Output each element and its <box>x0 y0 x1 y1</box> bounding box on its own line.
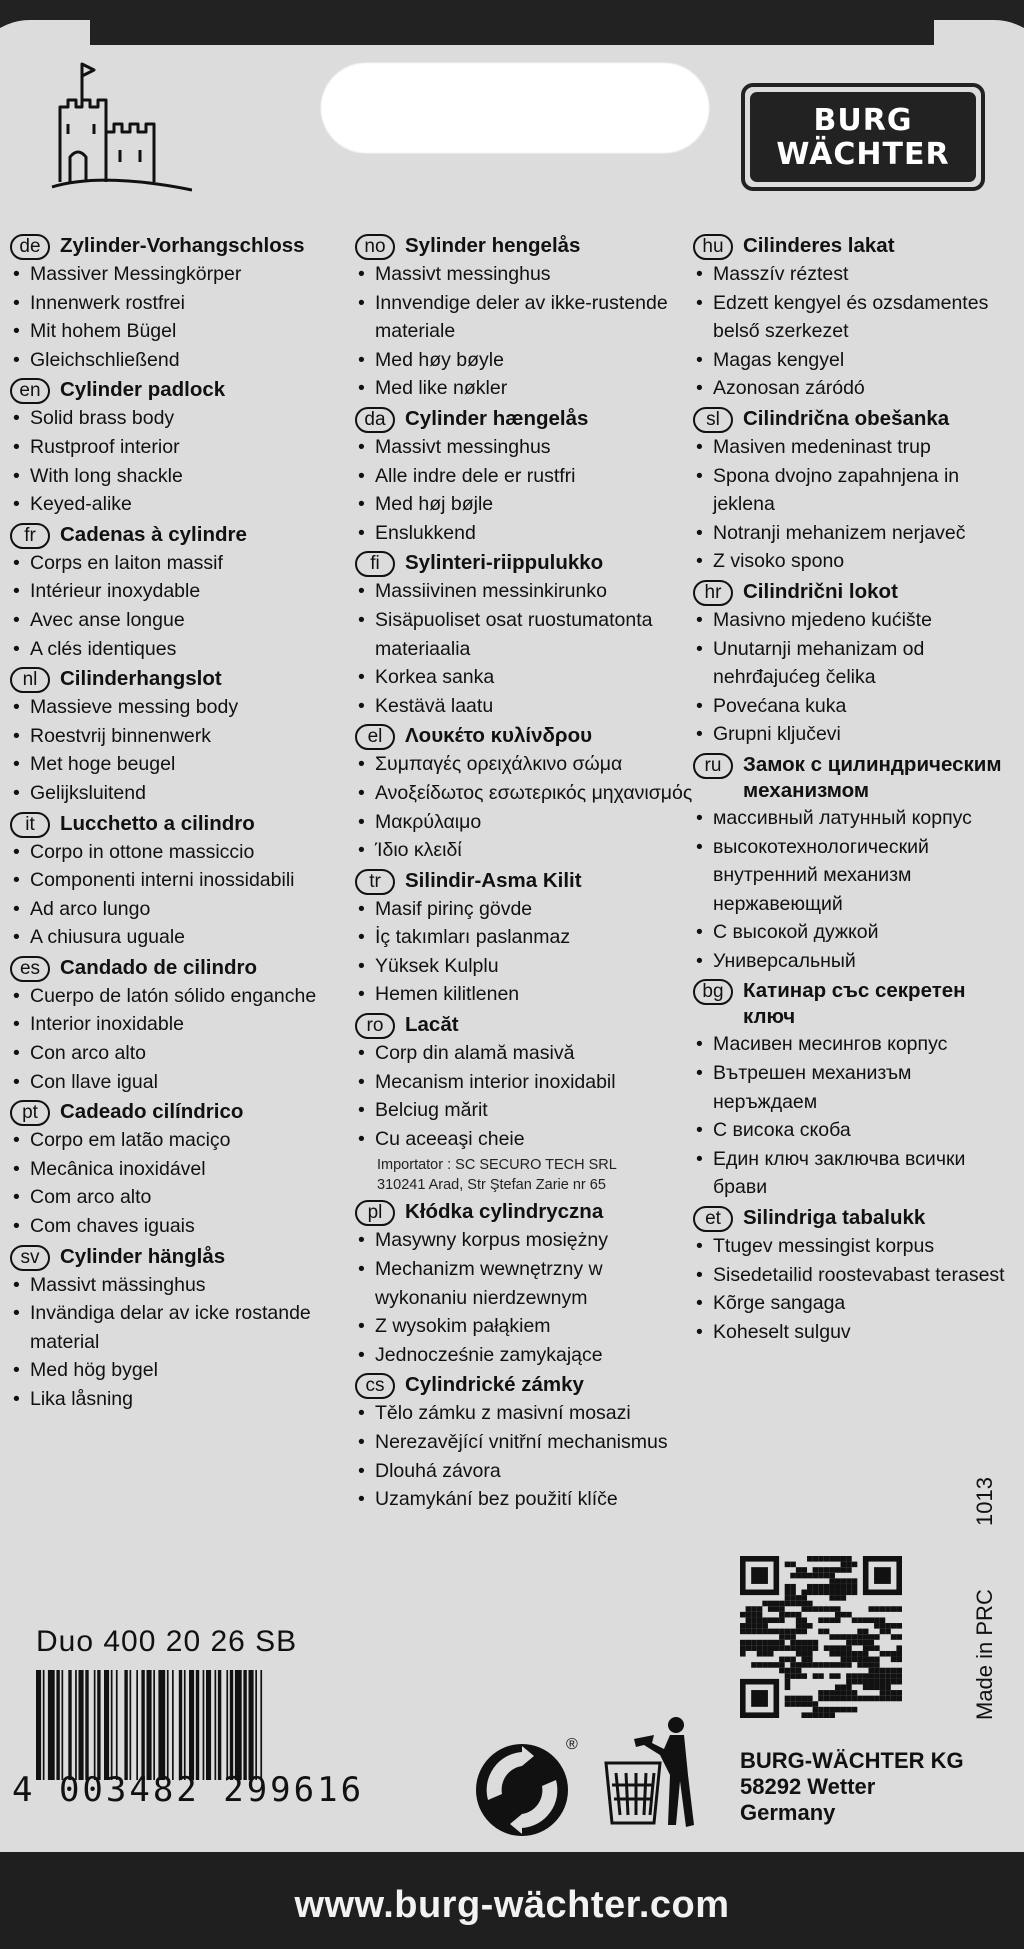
language-code-badge: bg <box>693 979 733 1005</box>
barcode <box>36 1670 428 1780</box>
feature-item: • Med hög bygel <box>10 1356 355 1385</box>
language-section-cs <box>355 1372 700 1513</box>
feature-item: • Unutarnji mehanizam od nehrđajućeg čelika <box>693 635 1013 692</box>
section-title: Sylinder hengelås <box>405 234 581 257</box>
feature-item: • Med like nøkler <box>355 374 700 403</box>
company-address <box>740 1748 964 1826</box>
feature-item: • Μακρύλαιμο <box>355 808 700 837</box>
feature-item: • A clés identiques <box>10 635 355 664</box>
feature-list <box>693 433 1013 576</box>
feature-list <box>693 1232 1013 1346</box>
feature-item: • С высокой дужкой <box>693 918 1013 947</box>
section-title: Λουκέτο κυλίνδρου <box>405 724 593 748</box>
language-section-fr <box>10 522 355 663</box>
section-title: Zylinder-Vorhangschloss <box>60 234 305 257</box>
language-code-badge: no <box>355 234 395 260</box>
feature-item: • высокотехнологический внутренний механизм нержавеющий <box>693 833 1013 919</box>
feature-item: • Invändiga delar av icke rostande material <box>10 1299 355 1356</box>
feature-item: • Lika låsning <box>10 1385 355 1414</box>
waste-bin-icon <box>604 1715 704 1833</box>
feature-item: • Massivt mässinghus <box>10 1271 355 1300</box>
feature-item: • Massivt messinghus <box>355 260 700 289</box>
feature-item: • Kõrge sangaga <box>693 1289 1013 1318</box>
feature-item: • Масивен месингов корпус <box>693 1030 1013 1059</box>
language-code-badge: fr <box>10 523 50 549</box>
ean-number: 4 003482 299616 <box>12 1770 365 1810</box>
castle-icon <box>42 62 192 192</box>
feature-item: • Keyed-alike <box>10 490 355 519</box>
language-code-badge: hu <box>693 234 733 260</box>
feature-list <box>693 606 1013 749</box>
feature-item: • Avec anse longue <box>10 606 355 635</box>
feature-item: • Ανοξείδωτος εσωτερικός μηχανισμός <box>355 779 700 808</box>
feature-item: • Corp din alamă masivă <box>355 1039 700 1068</box>
section-heading <box>10 955 355 982</box>
language-code-badge: et <box>693 1206 733 1232</box>
feature-list <box>355 750 700 864</box>
section-title: Cilindrični lokot <box>743 579 898 603</box>
feature-item: • Innvendige deler av ikke-rustende materiale <box>355 289 700 346</box>
section-heading <box>355 406 700 433</box>
feature-item: • Yüksek Kulplu <box>355 952 700 981</box>
feature-item: • Spona dvojno zapahnjena in jeklena <box>693 462 1013 519</box>
feature-item: • Ttugev messingist korpus <box>693 1232 1013 1261</box>
registered-mark: ® <box>566 1736 578 1753</box>
feature-list <box>355 895 700 1009</box>
feature-item: • Corpo em latão maciço <box>10 1126 355 1155</box>
section-heading <box>355 550 700 577</box>
section-title: Lucchetto a cilindro <box>60 811 255 835</box>
feature-item: • Masivno mjedeno kućište <box>693 606 1013 635</box>
feature-item: • Com arco alto <box>10 1183 355 1212</box>
section-heading <box>10 811 355 838</box>
brand-logo <box>741 83 985 191</box>
section-heading <box>693 978 1013 1030</box>
feature-list <box>355 1226 700 1369</box>
language-code-badge: pt <box>10 1100 50 1126</box>
section-heading <box>10 522 355 549</box>
section-heading <box>693 233 1013 260</box>
language-section-hu <box>693 233 1013 403</box>
feature-item: • Met hoge beugel <box>10 750 355 779</box>
feature-item: • Interior inoxidable <box>10 1010 355 1039</box>
company-name: BURG-WÄCHTER KG <box>740 1748 964 1773</box>
section-title: Silindriga tabalukk <box>743 1206 926 1230</box>
feature-item: • Roestvrij binnenwerk <box>10 722 355 751</box>
feature-item: • Corpo in ottone massiccio <box>10 838 355 867</box>
feature-item: • Z wysokim pałąkiem <box>355 1312 700 1341</box>
section-title: Sylinteri-riippulukko <box>405 551 604 575</box>
feature-item: • Povećana kuka <box>693 692 1013 721</box>
feature-item: • Intérieur inoxydable <box>10 577 355 606</box>
language-section-fi <box>355 550 700 720</box>
feature-item: • Alle indre dele er rustfri <box>355 462 700 491</box>
feature-list <box>10 260 355 374</box>
language-section-en <box>10 377 355 518</box>
hanger-band <box>0 0 1024 50</box>
feature-item: • İç takımları paslanmaz <box>355 923 700 952</box>
feature-item: • Kestävä laatu <box>355 692 700 721</box>
brand-line-1: BURG <box>813 103 913 138</box>
language-code-badge: tr <box>355 869 395 895</box>
feature-list <box>355 1039 700 1153</box>
section-heading <box>10 1244 355 1271</box>
section-heading <box>355 233 700 260</box>
feature-item: • Enslukkend <box>355 519 700 548</box>
feature-item: • Koheselt sulguv <box>693 1318 1013 1347</box>
language-code-badge: da <box>355 407 395 433</box>
feature-item: • Универсальный <box>693 947 1013 976</box>
section-heading <box>693 406 1013 433</box>
language-section-pt <box>10 1099 355 1240</box>
feature-item: • Sisedetailid roostevabast terasest <box>693 1261 1013 1290</box>
feature-list <box>693 804 1013 976</box>
feature-item: • Sisäpuoliset osat ruostumatonta materiaalia <box>355 606 700 663</box>
section-title: Cadeado cilíndrico <box>60 1100 244 1124</box>
feature-list <box>693 260 1013 403</box>
feature-item: • Ίδιο κλειδί <box>355 836 700 865</box>
green-dot-icon <box>474 1742 570 1838</box>
feature-item: • Tělo zámku z masivní mosazi <box>355 1399 700 1428</box>
feature-list <box>10 549 355 663</box>
feature-list <box>10 1271 355 1414</box>
feature-item: • Z visoko spono <box>693 547 1013 576</box>
section-title: Cilindrična obešanka <box>743 406 950 430</box>
language-section-el <box>355 723 700 864</box>
language-code-badge: pl <box>355 1200 395 1226</box>
feature-item: • Gelijksluitend <box>10 779 355 808</box>
language-code-badge: hr <box>693 580 733 606</box>
feature-item: • Masywny korpus mosiężny <box>355 1226 700 1255</box>
section-title: Замок с цилиндрическим механизмом <box>743 752 1002 802</box>
language-section-nl <box>10 666 355 807</box>
section-title: Lacăt <box>405 1013 459 1037</box>
feature-item: • Korkea sanka <box>355 663 700 692</box>
section-heading <box>355 1372 700 1399</box>
feature-item: • Nerezavějící vnitřní mechanismus <box>355 1428 700 1457</box>
feature-item: • С висока скоба <box>693 1116 1013 1145</box>
feature-item: • Componenti interni inossidabili <box>10 866 355 895</box>
section-title: Cadenas à cylindre <box>60 522 247 546</box>
section-title: Candado de cilindro <box>60 955 258 979</box>
language-section-it <box>10 811 355 952</box>
section-heading <box>693 752 1013 804</box>
feature-item: • With long shackle <box>10 462 355 491</box>
section-heading <box>355 1199 700 1226</box>
feature-item: • Един ключ заключва всички брави <box>693 1145 1013 1202</box>
feature-item: • Edzett kengyel és ozsdamentes belső szerkezet <box>693 289 1013 346</box>
language-code-badge: en <box>10 378 50 404</box>
feature-item: • Mecanism interior inoxidabil <box>355 1068 700 1097</box>
feature-item: • Masif pirinç gövde <box>355 895 700 924</box>
feature-item: • массивный латунный корпус <box>693 804 1013 833</box>
language-section-no <box>355 233 700 403</box>
section-heading <box>10 377 355 404</box>
feature-item: • Rustproof interior <box>10 433 355 462</box>
feature-item: • Dlouhá závora <box>355 1457 700 1486</box>
brand-line-2: WÄCHTER <box>776 137 950 172</box>
model-number: Duo 400 20 26 SB <box>36 1625 298 1658</box>
language-code-badge: cs <box>355 1373 395 1399</box>
feature-list <box>355 1399 700 1513</box>
feature-item: • Gleichschließend <box>10 346 355 375</box>
feature-item: • Con arco alto <box>10 1039 355 1068</box>
language-code-badge: ro <box>355 1013 395 1039</box>
section-heading <box>355 868 700 895</box>
website-url: www.burg-wächter.com <box>294 1884 730 1926</box>
section-heading <box>693 1205 1013 1232</box>
feature-item: • Med høj bøjle <box>355 490 700 519</box>
feature-item: • Massivt messinghus <box>355 433 700 462</box>
language-code-badge: it <box>10 812 50 838</box>
section-heading <box>10 1099 355 1126</box>
feature-item: • Massiivinen messinkirunko <box>355 577 700 606</box>
language-code-badge: de <box>10 234 50 260</box>
hang-hole <box>320 62 710 154</box>
language-column-2 <box>355 230 700 1514</box>
feature-item: • Com chaves iguais <box>10 1212 355 1241</box>
language-column-1 <box>10 230 355 1414</box>
batch-code: 1013 <box>972 1477 997 1526</box>
feature-item: • Συμπαγές ορειχάλκινο σώμα <box>355 750 700 779</box>
language-section-tr <box>355 868 700 1009</box>
language-code-badge: nl <box>10 667 50 693</box>
language-section-pl <box>355 1199 700 1369</box>
language-section-et <box>693 1205 1013 1346</box>
section-title: Cylinder hänglås <box>60 1244 226 1268</box>
language-column-3 <box>693 230 1013 1346</box>
feature-list <box>10 693 355 807</box>
language-section-de <box>10 233 355 374</box>
feature-item: • Magas kengyel <box>693 346 1013 375</box>
language-code-badge: fi <box>355 551 395 577</box>
section-heading <box>355 723 700 750</box>
section-title: Cylindrické zámky <box>405 1373 584 1397</box>
section-heading <box>693 579 1013 606</box>
qr-code-icon <box>740 1554 902 1720</box>
feature-item: • Cu aceeaşi cheie <box>355 1125 700 1154</box>
feature-item: • Uzamykání bez použití klíče <box>355 1485 700 1514</box>
feature-list <box>10 838 355 952</box>
feature-list <box>10 982 355 1096</box>
section-title: Cylinder hængelås <box>405 406 589 430</box>
feature-item: • Con llave igual <box>10 1068 355 1097</box>
feature-item: • Corps en laiton massif <box>10 549 355 578</box>
language-section-sv <box>10 1244 355 1414</box>
section-title: Silindir-Asma Kilit <box>405 868 582 892</box>
language-code-badge: sv <box>10 1245 50 1271</box>
section-title: Cilinderes lakat <box>743 234 895 257</box>
language-section-sl <box>693 406 1013 576</box>
feature-item: • Mechanizm wewnętrzny w wykonaniu nierdzewnym <box>355 1255 700 1312</box>
feature-list <box>355 577 700 720</box>
feature-item: • Mit hohem Bügel <box>10 317 355 346</box>
feature-item: • Azonosan záródó <box>693 374 1013 403</box>
feature-item: • Notranji mehanizem nerjaveč <box>693 519 1013 548</box>
feature-item: • A chiusura uguale <box>10 923 355 952</box>
importer-line: Importator : SC SECURO TECH SRL <box>377 1157 617 1174</box>
feature-item: • Ad arco lungo <box>10 895 355 924</box>
feature-item: • Вътрешен механизъм неръждаем <box>693 1059 1013 1116</box>
language-code-badge: es <box>10 956 50 982</box>
feature-item: • Cuerpo de latón sólido enganche <box>10 982 355 1011</box>
section-heading <box>10 233 355 260</box>
feature-list <box>355 260 700 403</box>
section-title: Катинар със секретен ключ <box>743 979 966 1029</box>
company-city: 58292 Wetter <box>740 1774 876 1799</box>
feature-item: • Hemen kilitlenen <box>355 980 700 1009</box>
feature-item: • Solid brass body <box>10 404 355 433</box>
importer-address: 310241 Arad, Str Ştefan Zarie nr 65 <box>377 1177 606 1194</box>
importer-note <box>355 1155 700 1195</box>
section-heading <box>355 1012 700 1039</box>
feature-item: • Grupni ključevi <box>693 720 1013 749</box>
section-heading <box>10 666 355 693</box>
section-title: Cylinder padlock <box>60 378 226 402</box>
section-title: Kłódka cylindryczna <box>405 1200 604 1224</box>
feature-item: • Med høy bøyle <box>355 346 700 375</box>
feature-item: • Jednocześnie zamykające <box>355 1341 700 1370</box>
feature-item: • Masiven medeninast trup <box>693 433 1013 462</box>
language-section-ru <box>693 752 1013 976</box>
feature-list <box>10 404 355 518</box>
section-title: Cilinderhangslot <box>60 667 222 691</box>
feature-item: • Innenwerk rostfrei <box>10 289 355 318</box>
feature-item: • Massieve messing body <box>10 693 355 722</box>
feature-list <box>693 1030 1013 1202</box>
feature-item: • Masszív réztest <box>693 260 1013 289</box>
language-section-da <box>355 406 700 547</box>
language-section-hr <box>693 579 1013 749</box>
company-country: Germany <box>740 1800 836 1825</box>
feature-item: • Belciug mărit <box>355 1096 700 1125</box>
feature-item: • Mecânica inoxidável <box>10 1155 355 1184</box>
language-section-ro <box>355 1012 700 1195</box>
language-code-badge: ru <box>693 753 733 779</box>
feature-list <box>10 1126 355 1240</box>
language-section-es <box>10 955 355 1096</box>
language-code-badge: el <box>355 724 395 750</box>
feature-list <box>355 433 700 547</box>
feature-item: • Massiver Messingkörper <box>10 260 355 289</box>
language-code-badge: sl <box>693 407 733 433</box>
made-in-label: Made in PRC <box>972 1589 997 1720</box>
language-section-bg <box>693 978 1013 1202</box>
